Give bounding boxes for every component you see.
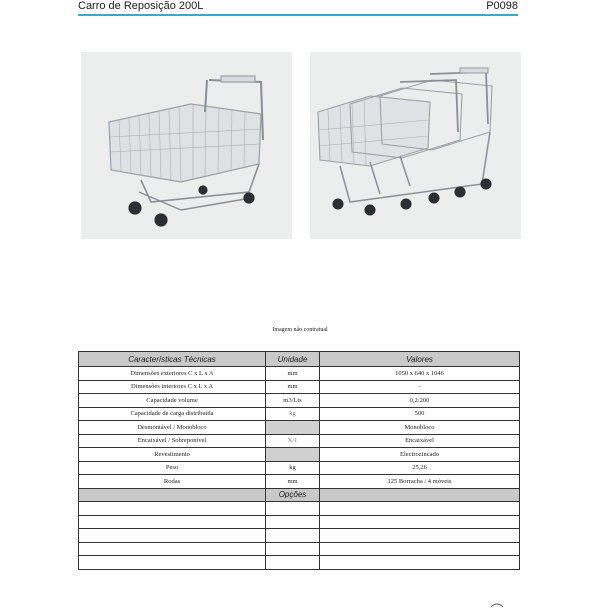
spec-unit: mm [266,380,320,394]
empty-option-row [79,542,520,556]
header-characteristics: Características Técnicas [79,352,266,367]
table-row [79,367,520,381]
spec-value: Encaixável [320,434,520,448]
page-footer-mark [490,594,504,600]
spec-label: Rodas [79,475,266,489]
spec-value: 500 [320,407,520,421]
table-header-row [79,352,520,367]
image-disclaimer: Imagem não contratual [272,327,328,333]
spec-unit: mm [266,367,320,381]
header-rule [78,14,518,16]
empty-option-row [79,515,520,529]
table-row [79,380,520,394]
table-row [79,461,520,475]
spec-value: Electrozincado [320,448,520,462]
spec-unit [266,448,320,462]
spec-label: Desmontável / Monobloco [79,421,266,435]
spec-unit: m3/Lts [266,394,320,408]
table-row [79,421,520,435]
spec-unit: X/1 [266,434,320,448]
table-row [79,407,520,421]
table-row [79,475,520,489]
document-header [78,0,518,16]
spec-label: Dimensões exteriores C x L x A [79,367,266,381]
product-code: P0098 [486,0,518,12]
spec-label: Encaixável / Sobreponível [79,434,266,448]
single-cart-image [81,52,292,239]
technical-specs-table [78,351,520,570]
spec-value: 25,26 [320,461,520,475]
spec-label: Capacidade de carga distribuída [79,407,266,421]
spec-unit: kg [266,461,320,475]
empty-option-row [79,502,520,516]
spec-value: 0,2/200 [320,394,520,408]
empty-option-row [79,529,520,543]
spec-unit: mm [266,475,320,489]
header-unit: Unidade [266,352,320,367]
spec-value: Monobloco [320,421,520,435]
empty-option-row [79,556,520,570]
options-empty-cell [79,488,266,502]
spec-unit: kg [266,407,320,421]
stacked-carts-image [310,52,521,239]
options-header: Opções [266,488,320,502]
document-title: Carro de Reposição 200L [78,0,204,12]
options-empty-cell [320,488,520,502]
spec-unit [266,421,320,435]
spec-value: 1050 x 640 x 1046 [320,367,520,381]
table-row [79,434,520,448]
spec-value: - [320,380,520,394]
spec-label: Peso [79,461,266,475]
spec-value: 125 Borracha / 4 móveis [320,475,520,489]
spec-label: Revestimento [79,448,266,462]
spec-label: Dimensões interiores C x L x A [79,380,266,394]
header-values: Valores [320,352,520,367]
table-row [79,448,520,462]
options-section-row [79,488,520,502]
table-row [79,394,520,408]
spec-label: Capacidade volume [79,394,266,408]
